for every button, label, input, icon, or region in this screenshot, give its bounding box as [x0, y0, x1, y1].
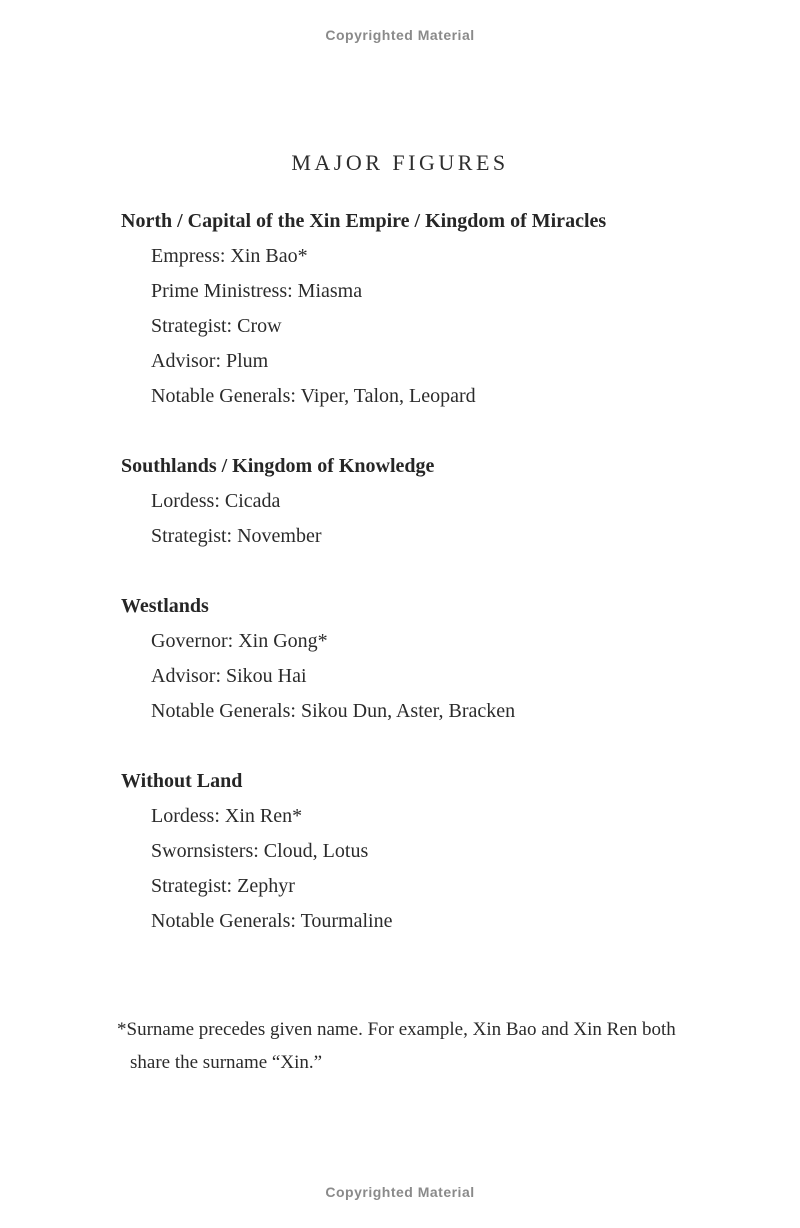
figure-entry: Governor: Xin Gong*: [151, 630, 328, 652]
major-figures-list: [121, 204, 710, 974]
section-southlands: [121, 449, 710, 554]
figure-entry: Strategist: Zephyr: [151, 875, 295, 897]
section-heading: Without Land: [121, 770, 243, 792]
figure-entry: Advisor: Plum: [151, 350, 269, 372]
figure-entry: Notable Generals: Tourmaline: [151, 910, 393, 932]
surname-footnote: *Surname precedes given name. For example, Xin Bao and Xin Ren both share the surname “Xin.”: [117, 1019, 676, 1073]
section-heading: North / Capital of the Xin Empire / Kingdom of Miracles: [121, 210, 607, 232]
figure-entry: Lordess: Cicada: [151, 490, 281, 512]
figure-entry: Swornsisters: Cloud, Lotus: [151, 840, 369, 862]
figure-entry: Notable Generals: Sikou Dun, Aster, Bracken: [151, 700, 516, 722]
figure-entry: Advisor: Sikou Hai: [151, 665, 307, 687]
section-westlands: [121, 589, 710, 729]
figure-entry: Empress: Xin Bao*: [151, 245, 308, 267]
figure-entry: Notable Generals: Viper, Talon, Leopard: [151, 385, 476, 407]
figure-entry: Strategist: Crow: [151, 315, 282, 337]
section-heading: Westlands: [121, 595, 209, 617]
figure-entry: Lordess: Xin Ren*: [151, 805, 303, 827]
figure-entry: Prime Ministress: Miasma: [151, 280, 363, 302]
copyright-banner-top: Copyrighted Material: [325, 27, 475, 43]
figure-entry: Strategist: November: [151, 525, 322, 547]
copyright-banner-bottom: Copyrighted Material: [325, 1184, 475, 1200]
section-heading: Southlands / Kingdom of Knowledge: [121, 455, 435, 477]
section-north: [121, 204, 710, 414]
section-without-land: [121, 764, 710, 939]
page-title: MAJOR FIGURES: [291, 149, 509, 175]
